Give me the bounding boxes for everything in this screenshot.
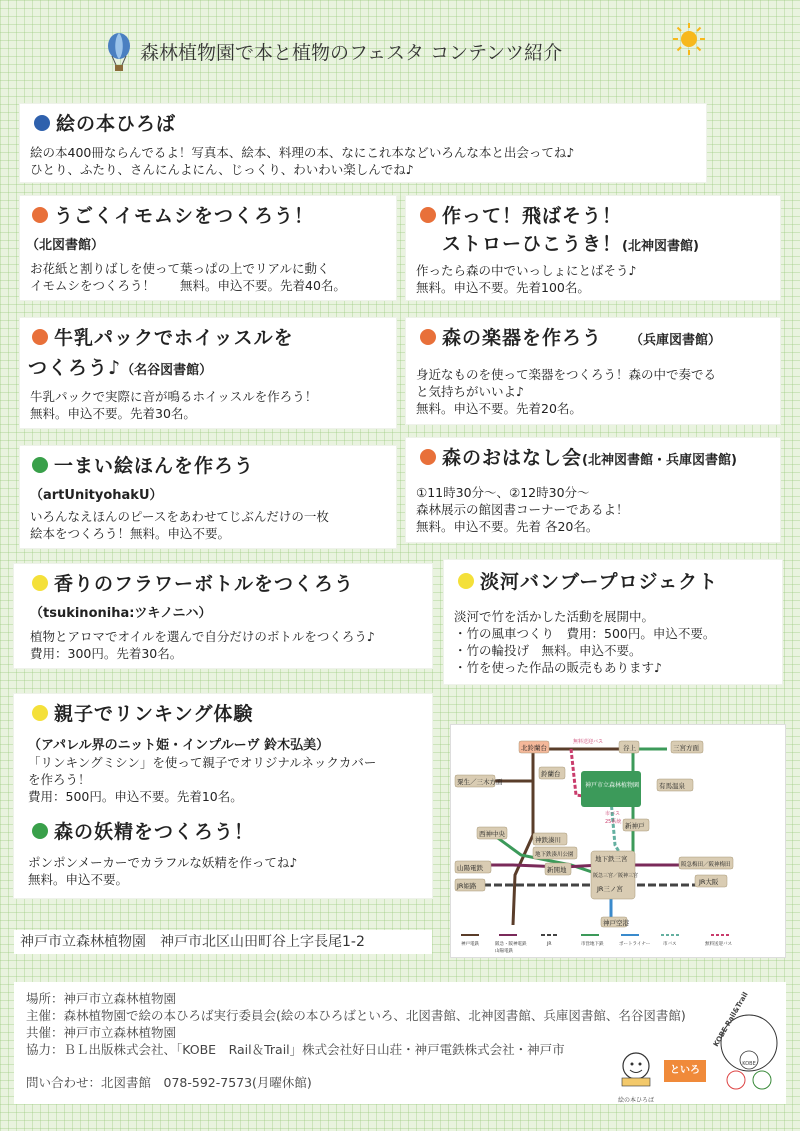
blue-dot-icon xyxy=(34,115,50,131)
section-text: ・竹の風車つくり 費用：500円。申込不要。 xyxy=(454,626,716,641)
section-text: ・竹の輪投げ 無料。申込不要。 xyxy=(454,643,642,658)
svg-text:山陽電鉄: 山陽電鉄 xyxy=(495,949,513,954)
section-whistle xyxy=(20,318,396,428)
section-title: 絵の本ひろば xyxy=(56,113,177,135)
section-text: 淡河で竹を活かした活動を展開中。 xyxy=(454,609,655,624)
section-text: 無料。申込不要。先着 各20名。 xyxy=(416,519,599,534)
section-text: と気持ちがいいよ♪ xyxy=(416,384,524,399)
orange-dot-icon xyxy=(32,329,48,345)
yellow-dot-icon xyxy=(458,573,474,589)
section-organizer: （tsukinoniha:ツキノニハ） xyxy=(30,606,212,621)
station-label: JR大阪 xyxy=(699,878,719,886)
station-markers xyxy=(455,741,733,927)
station-label: 地下鉄三宮 xyxy=(595,855,628,863)
kobe-rail-trail-logo xyxy=(711,988,780,1098)
section-text: 森林展示の館図書コーナーであるよ！ xyxy=(416,502,629,517)
logo-text: 絵の本ひろば xyxy=(617,1097,654,1104)
orange-dot-icon xyxy=(420,207,436,223)
section-title: つくろう♪ xyxy=(28,357,122,379)
info-line: 共催：神戸市立森林植物園 xyxy=(26,1025,177,1040)
section-forest-instrument xyxy=(406,318,780,424)
section-flower-bottle xyxy=(14,564,432,668)
section-text: 「リンキングミシン」を使って親子でオリジナルネックカバー xyxy=(28,755,377,770)
kobe-dentetsu-line xyxy=(513,749,533,925)
info-line: 協力：ＢＬ出版株式会社、「KOBE Rail＆Trail」株式会社好日山荘・神戸電鉄株式会社・神戸市 xyxy=(26,1042,565,1057)
section-text: 無料。申込不要。 xyxy=(28,872,129,887)
section-text: を作ろう！ xyxy=(28,772,91,787)
section-organizer: （アパレル界のニット姫・インプルーヴ 鈴木弘美） xyxy=(28,738,330,753)
yellow-dot-icon xyxy=(32,575,48,591)
logo-text: KOBE Rail&Trail xyxy=(711,990,750,1049)
yellow-dot-icon xyxy=(32,705,48,721)
ehon-hiroba-logo xyxy=(608,1048,664,1104)
section-forest-fairy xyxy=(32,818,254,846)
svg-text:無料送迎バス: 無料送迎バス xyxy=(573,739,604,745)
station-label: 阪急三宮／阪神三宮 xyxy=(593,873,639,879)
station-label: 西神中央 xyxy=(479,830,505,838)
section-storytelling xyxy=(406,438,780,542)
section-organizer: （artUnityohakU） xyxy=(30,488,163,503)
svg-text:25系統: 25系統 xyxy=(605,819,622,825)
station-label: JR三ノ宮 xyxy=(597,885,623,893)
section-text: 費用：500円。申込不要。先着10名。 xyxy=(28,789,243,804)
section-text: いろんなえほんのピースをあわせてじぶんだけの一枚 xyxy=(30,509,329,524)
station-label: 山陽電鉄 xyxy=(457,864,483,872)
section-organizer: （名谷図書館） xyxy=(121,363,213,378)
station-label: 鈴蘭台 xyxy=(541,770,561,778)
station-label: 谷上 xyxy=(623,744,636,752)
section-organizer: (北神図書館) xyxy=(622,239,699,254)
section-title: ストローひこうき！ xyxy=(442,233,623,255)
orange-dot-icon xyxy=(420,449,436,465)
station-label: 神戸市立森林植物園 xyxy=(585,782,640,789)
section-text: ポンポンメーカーでカラフルな妖精を作ってね♪ xyxy=(28,855,298,870)
section-title: 親子でリンキング体験 xyxy=(54,703,254,725)
section-title: 作って！飛ばそう！ xyxy=(442,205,623,227)
svg-text:市バス: 市バス xyxy=(663,942,677,947)
svg-text:阪急・阪神電鉄: 阪急・阪神電鉄 xyxy=(495,942,527,947)
section-text: 作ったら森の中でいっしょにとばそう♪ xyxy=(416,263,637,278)
section-text: ・竹を使った作品の販売もあります♪ xyxy=(454,660,662,675)
svg-text:JR: JR xyxy=(547,942,552,947)
green-dot-icon xyxy=(32,823,48,839)
station-label: 三宮方面 xyxy=(673,744,699,752)
section-title: 牛乳パックでホイッスルを xyxy=(54,327,294,349)
svg-text:無料送迎バス: 無料送迎バス xyxy=(705,942,732,947)
station-label: 新開地 xyxy=(547,866,567,874)
station-label: 有馬温泉 xyxy=(659,782,685,790)
station-label: JR姫路 xyxy=(457,882,477,890)
section-imomushi xyxy=(20,196,396,300)
contact-info: 問い合わせ：北図書館 078-592-7573(月曜休館) xyxy=(26,1075,312,1090)
route-map-diagram xyxy=(451,725,785,957)
section-title: 淡河バンブープロジェクト xyxy=(480,571,719,593)
page-title: 森林植物園で本と植物のフェスタ コンテンツ紹介 xyxy=(140,42,563,64)
green-dot-icon xyxy=(32,457,48,473)
section-title: 森の妖精をつくろう！ xyxy=(54,821,255,843)
section-title: 森のおはなし会 xyxy=(442,447,583,469)
address: 神戸市立森林植物園 神戸市北区山田町谷上字長尾1-2 xyxy=(14,930,432,954)
section-title: 森の楽器を作ろう xyxy=(442,327,603,349)
station-label: 粟生／三木方面 xyxy=(457,778,503,786)
orange-dot-icon xyxy=(420,329,436,345)
section-straw-plane xyxy=(406,196,780,300)
svg-text:市バス: 市バス xyxy=(605,811,621,817)
access-map xyxy=(450,724,786,958)
section-organizer: (北神図書館・兵庫図書館) xyxy=(582,453,737,468)
section-bamboo-project xyxy=(444,560,782,684)
hankyu-line xyxy=(461,865,701,867)
section-text: お花紙と割りばしを使って葉っぱの上でリアルに動く xyxy=(30,261,330,276)
station-label: 北鈴蘭台 xyxy=(521,744,547,752)
station-label: 阪急梅田／阪神梅田 xyxy=(681,862,731,868)
svg-text:神戸電鉄: 神戸電鉄 xyxy=(461,942,479,947)
section-text: ひとり、ふたり、さんにんよにん、じっくり、わいわい楽しんでね♪ xyxy=(30,162,414,177)
section-organizer: （北図書館） xyxy=(26,238,105,253)
sun-icon xyxy=(672,22,706,56)
event-info xyxy=(14,982,786,1104)
section-text: 身近なものを使って楽器をつくろう！森の中で奏でる xyxy=(416,367,717,382)
svg-text:市営地下鉄: 市営地下鉄 xyxy=(581,942,604,947)
info-line: 場所：神戸市立森林植物園 xyxy=(26,991,177,1006)
station-label: 新神戸 xyxy=(625,822,645,830)
info-line: 主催：森林植物園で絵の本ひろば実行委員会(絵の本ひろばといろ、北図書館、北神図書館、兵庫図書館、名谷図書館) xyxy=(26,1008,686,1023)
section-text: 絵本をつくろう！無料。申込不要。 xyxy=(30,526,231,541)
section-title: 一まい絵ほんを作ろう xyxy=(54,455,255,477)
logo-text: KOBE xyxy=(742,1061,756,1067)
station-label: 神鉄湊川 xyxy=(535,836,561,844)
book-character-icon xyxy=(608,1048,664,1088)
section-text: 無料。申込不要。先着30名。 xyxy=(30,406,196,421)
section-text: イモムシをつくろう！ 無料。申込不要。先着40名。 xyxy=(30,278,346,293)
section-text: 無料。申込不要。先着100名。 xyxy=(416,280,590,295)
map-legend xyxy=(461,935,732,954)
section-text: 牛乳パックで実際に音が鳴るホイッスルを作ろう！ xyxy=(30,389,318,404)
section-linking xyxy=(14,694,432,898)
section-ehon-hiroba xyxy=(20,104,706,182)
section-text: 費用：300円。先着30名。 xyxy=(30,646,183,661)
section-text: ①11時30分～、②12時30分～ xyxy=(416,485,590,500)
section-text: 植物とアロマでオイルを選んで自分だけのボトルをつくろう♪ xyxy=(30,629,375,644)
section-title: うごくイモムシをつくろう！ xyxy=(54,205,315,227)
section-text: 絵の本400冊ならんでるよ！写真本、絵本、料理の本、なにこれ本などいろんな本と出会ってね♪ xyxy=(30,145,575,160)
balloon-icon xyxy=(106,32,132,72)
section-text: 無料。申込不要。先着20名。 xyxy=(416,401,582,416)
section-title: 香りのフラワーボトルをつくろう xyxy=(54,573,355,595)
svg-text:ポートライナー: ポートライナー xyxy=(619,942,651,947)
section-one-sheet-picturebook xyxy=(20,446,396,548)
orange-dot-icon xyxy=(32,207,48,223)
toiro-logo: といろ xyxy=(664,1060,706,1082)
section-organizer: （兵庫図書館） xyxy=(630,333,722,348)
station-label: 神戸空港 xyxy=(603,919,629,927)
station-label: 地下鉄湊川公園 xyxy=(535,852,574,858)
